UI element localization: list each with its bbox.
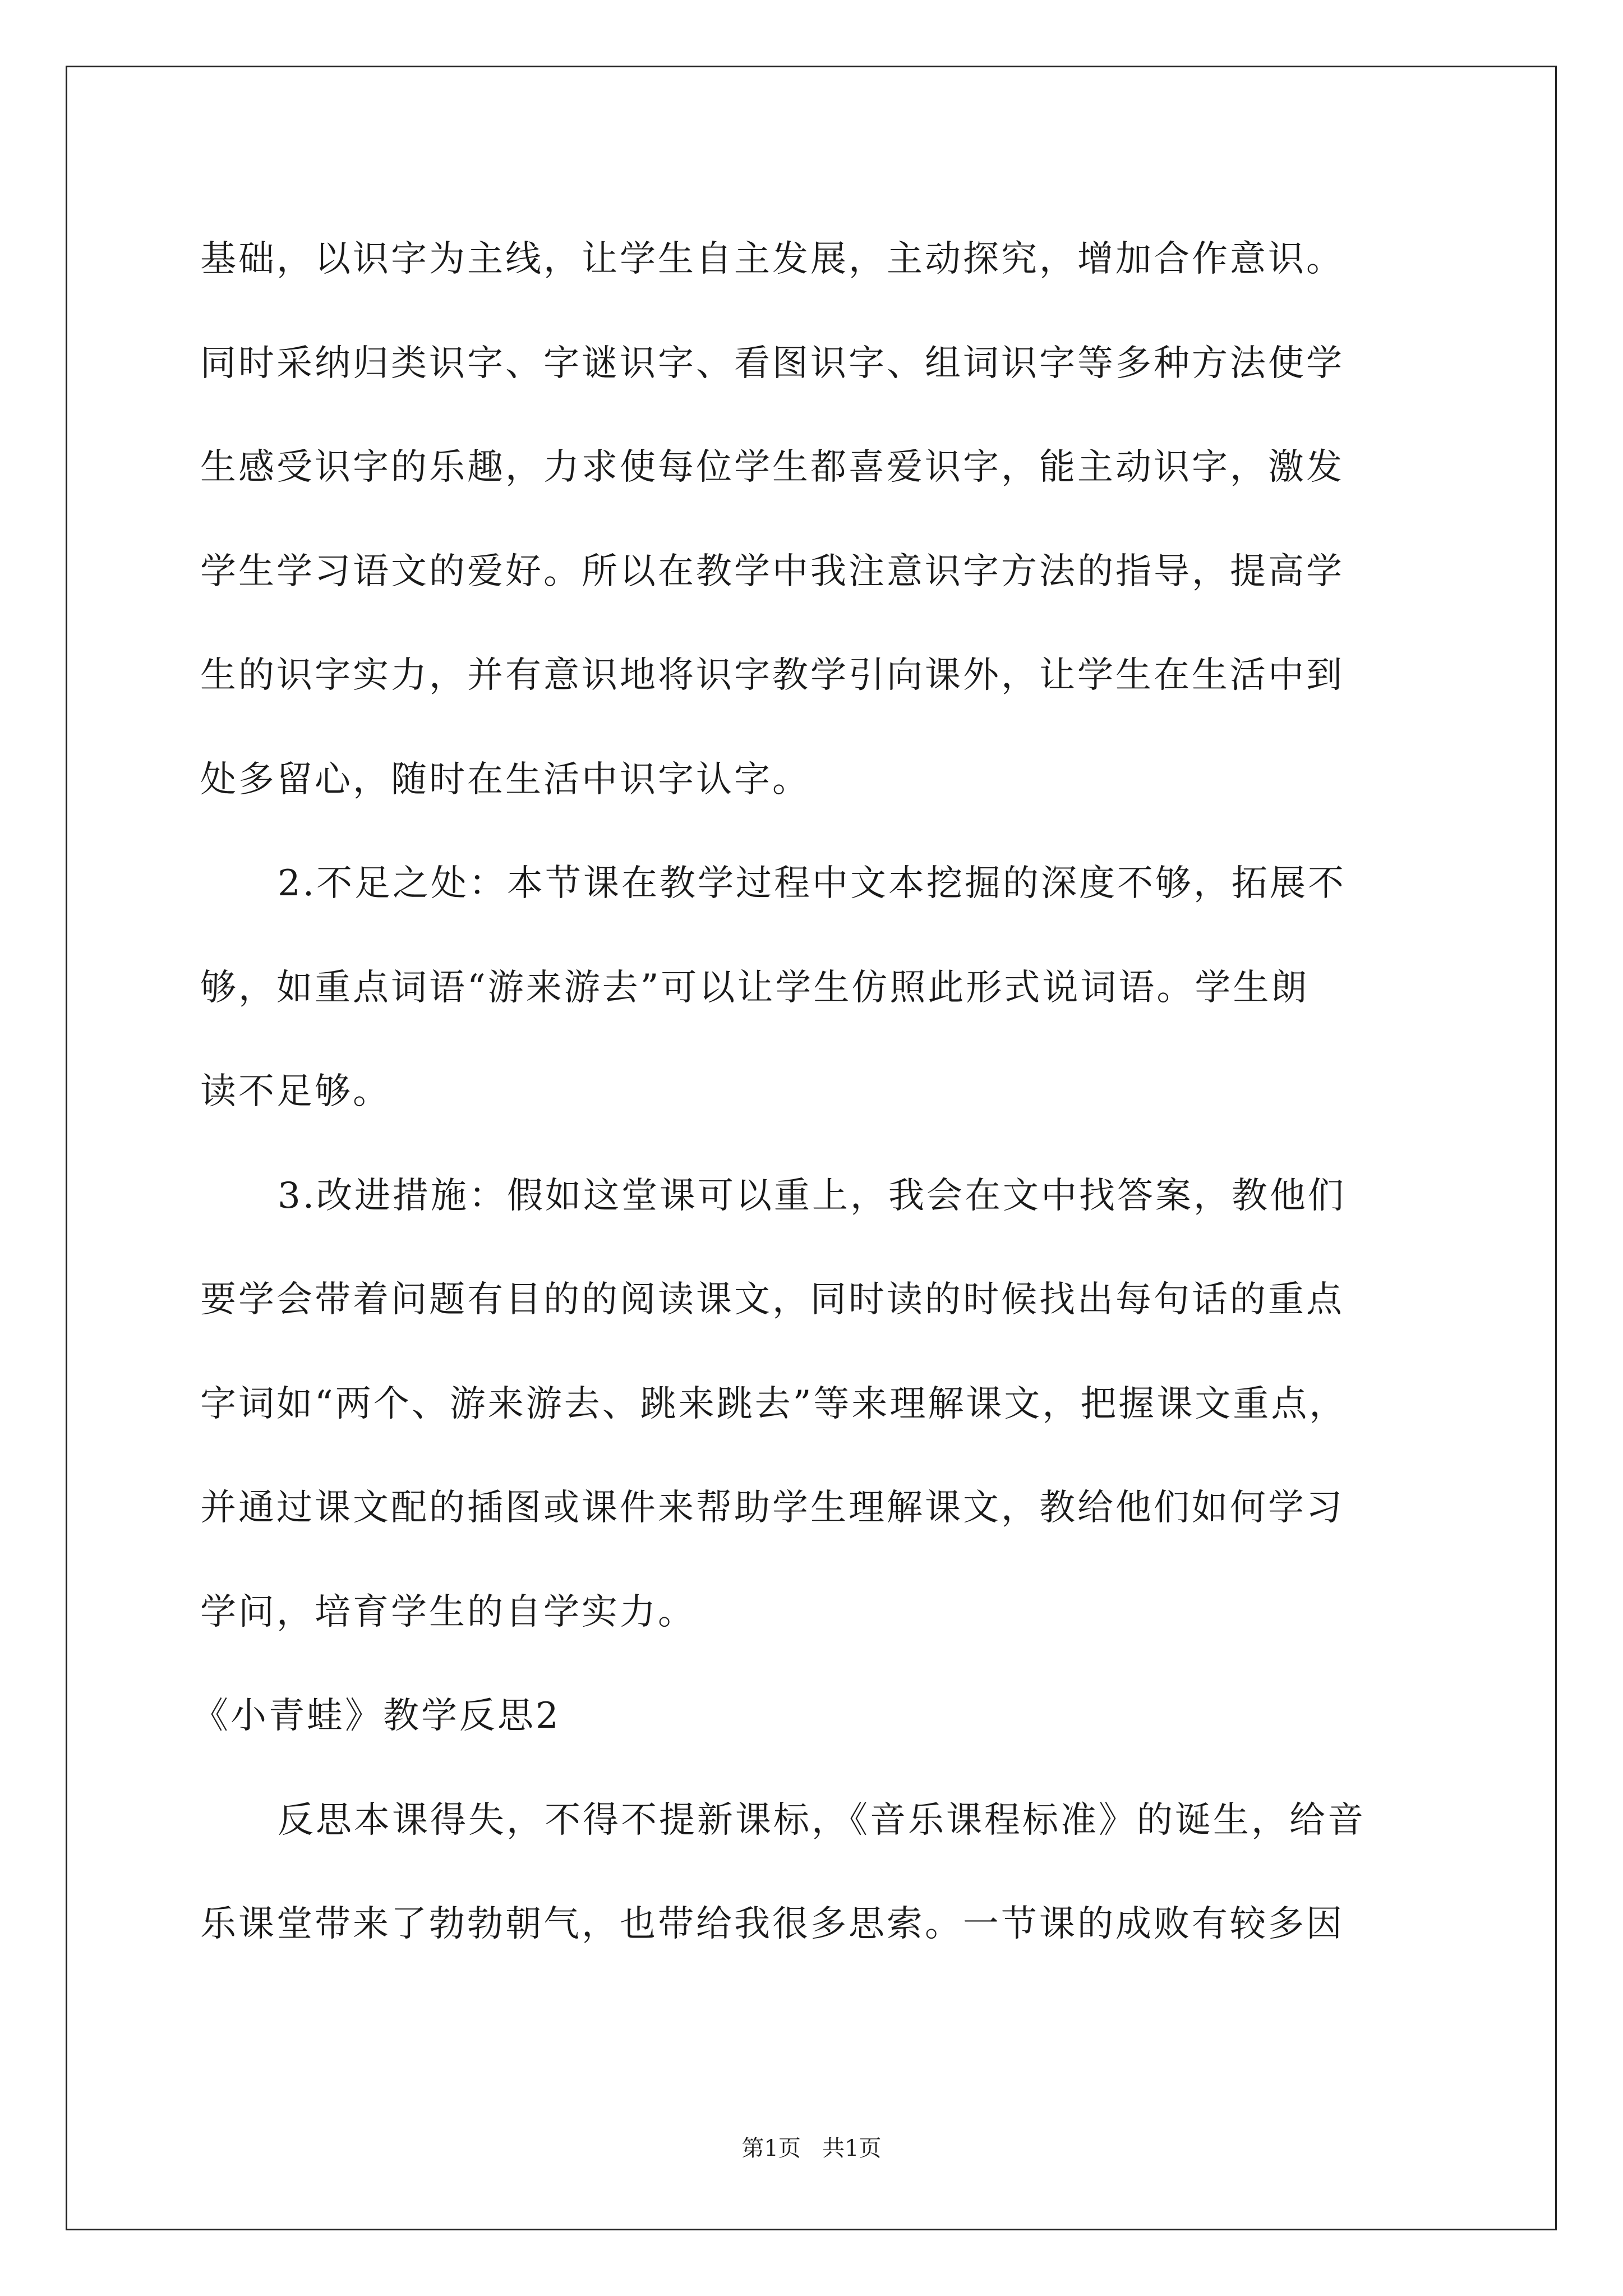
- text-line: 同时采纳归类识字、字谜识字、看图识字、组词识字等多种方法使学: [200, 342, 1344, 384]
- page-number: 第1页: [741, 2136, 801, 2161]
- paragraph-improvements: [200, 1144, 1434, 1665]
- text-line: 基础，以识字为主线，让学生自主发展，主动探究，增加合作意识。: [200, 238, 1344, 280]
- text-line: 乐课堂带来了勃勃朝气，也带给我很多思索。一节课的成败有较多因: [200, 1903, 1344, 1945]
- document-body: [192, 208, 1434, 1977]
- text-line: 要学会带着问题有目的的阅读课文，同时读的时候找出每句话的重点: [200, 1279, 1344, 1320]
- paragraph-continuation: [200, 208, 1434, 832]
- page-total: 共1页: [822, 2136, 882, 2161]
- text-line: 反思本课得失，不得不提新课标，《音乐课程标准》的诞生，给音: [278, 1799, 1366, 1841]
- text-line: 处多留心，随时在生活中识字认字。: [200, 758, 810, 800]
- page-footer: [0, 2132, 1623, 2165]
- text-line: 生感受识字的乐趣，力求使每位学生都喜爱识字，能主动识字，激发: [200, 447, 1344, 488]
- text-line: 学问，培育学生的自学实力。: [200, 1591, 696, 1633]
- text-line: 3.改进措施：假如这堂课可以重上，我会在文中找答案，教他们: [278, 1175, 1347, 1217]
- text-line: 够，如重点词语“游来游去”可以让学生仿照此形式说词语。学生朗: [200, 967, 1310, 1009]
- paragraph-shortcomings: [200, 832, 1434, 1144]
- text-line: 生的识字实力，并有意识地将识字教学引向课外，让学生在生活中到: [200, 655, 1344, 696]
- text-line: 读不足够。: [200, 1071, 391, 1112]
- text-line: 字词如“两个、游来游去、跳来跳去”等来理解课文，把握课文重点，: [200, 1383, 1348, 1425]
- paragraph-reflection: [200, 1769, 1434, 1977]
- footer-spacer: [801, 2136, 822, 2161]
- text-line: 2.不足之处：本节课在教学过程中文本挖掘的深度不够，拓展不: [278, 863, 1347, 904]
- text-line: 学生学习语文的爱好。所以在教学中我注意识字方法的指导，提高学: [200, 550, 1344, 592]
- text-line: 并通过课文配的插图或课件来帮助学生理解课文，教给他们如何学习: [200, 1487, 1344, 1529]
- section-heading: 《小青蛙》教学反思2: [192, 1695, 561, 1737]
